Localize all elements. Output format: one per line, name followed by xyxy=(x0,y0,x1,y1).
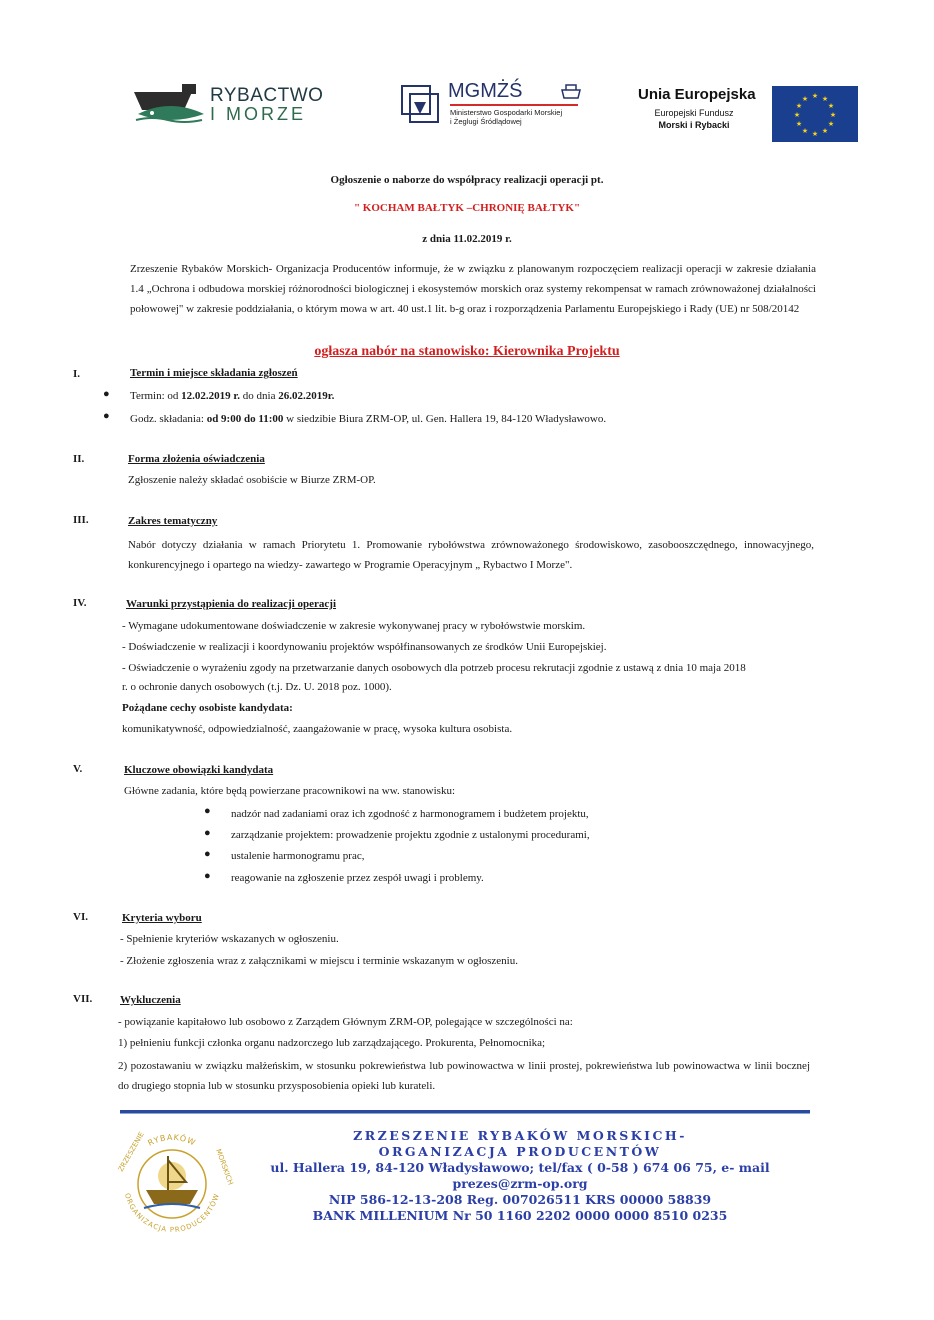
section-number: IV. xyxy=(73,597,87,609)
duty-item: ustalenie harmonogramu prac, xyxy=(231,850,365,862)
criteria-item: - Spełnienie kryteriów wskazanych w ogłoszeniu. xyxy=(120,933,339,945)
rybactwo-logo-line1: RYBACTWO xyxy=(210,85,324,106)
svg-text:★: ★ xyxy=(821,95,829,103)
eu-stars-icon xyxy=(772,86,858,142)
eu-flag-icon xyxy=(772,86,858,142)
rybactwo-logo-line2: I MORZE xyxy=(210,104,306,124)
seal-left-text: ZRZESZENIE xyxy=(116,1130,146,1173)
section-title: Forma złożenia oświadczenia xyxy=(128,453,265,465)
duty-item: nadzór nad zadaniami oraz ich zgodność z harmonogramem i budżetem projektu, xyxy=(231,808,589,820)
section-number: VI. xyxy=(73,911,88,923)
bullet-icon: ● xyxy=(204,805,211,817)
term-start-date: 12.02.2019 r. xyxy=(181,390,241,402)
mgmzs-line2: i Żeglugi Śródlądowej xyxy=(450,117,522,126)
svg-text:★: ★ xyxy=(795,120,803,128)
seal-top-text: RYBAKÓW xyxy=(146,1132,198,1148)
section-title: Warunki przystąpienia do realizacji operacji xyxy=(126,598,337,610)
eu-fund-line1: Europejski Fundusz xyxy=(654,108,734,118)
position-announcement: ogłasza nabór na stanowisko: Kierownika Projektu xyxy=(314,344,620,359)
svg-text:★: ★ xyxy=(811,92,819,100)
svg-text:★: ★ xyxy=(793,111,801,119)
svg-text:★: ★ xyxy=(821,127,829,135)
duty-item: reagowanie na zgłoszenie przez zespół uwagi i problemy. xyxy=(231,872,484,884)
svg-text:★: ★ xyxy=(811,130,819,138)
eu-title: Unia Europejska xyxy=(638,86,756,103)
svg-text:★: ★ xyxy=(795,102,803,110)
section-number: VII. xyxy=(73,993,93,1005)
exclusion-item: 1) pełnieniu funkcji członka organu nadzorczego lub zarządzającego. Prokurenta, Pełnomocnika; xyxy=(118,1037,546,1049)
term-prefix: Termin: od xyxy=(130,390,182,402)
rybactwo-logo-text xyxy=(210,86,323,124)
section-title: Zakres tematyczny xyxy=(128,515,218,527)
footer-address: ul. Hallera 19, 84-120 Władysławowo; tel/fax ( 0-58 ) 674 06 75, e- mail xyxy=(270,1160,770,1175)
announcement-date: z dnia 11.02.2019 r. xyxy=(422,233,512,245)
operation-name: " KOCHAM BAŁTYK –CHRONIĘ BAŁTYK" xyxy=(353,202,581,214)
svg-text:★: ★ xyxy=(801,95,809,103)
section-title: Kluczowe obowiązki kandydata xyxy=(124,764,274,776)
section-number: III. xyxy=(73,514,89,526)
svg-text:★: ★ xyxy=(827,102,835,110)
mgmzs-acronym: MGMŻŚ xyxy=(448,80,523,102)
mgmzs-logo xyxy=(400,80,590,130)
bullet-icon: ● xyxy=(103,410,110,422)
seal-bottom-text: ORGANIZACJA PRODUCENTÓW xyxy=(122,1192,222,1235)
section-text: Nabór dotyczy działania w ramach Priorytetu 1. Promowanie rybołówstwa zrównoważonego środowiskowo, zasobooszczędnego, innowacyjnego, konkurencyjnego i opartego na wiedzy- zawartego w Programie Operacyjnym „ Rybactwo I Morze". xyxy=(128,539,814,571)
ship-icon xyxy=(560,82,582,100)
submission-term xyxy=(130,390,334,402)
mgmzs-line1: Ministerstwo Gospodarki Morskiej xyxy=(450,108,563,117)
zrm-op-seal-logo xyxy=(108,1120,236,1248)
intro-paragraph: Zrzeszenie Rybaków Morskich- Organizacja Producentów informuje, że w związku z planowanym rozpoczęciem realizacji operacji w zakresie działania 1.4 „Ochrona i odbudowa morskiej różnorodności biologicznej i ekosystemów morskich oraz systemy rekompensat w ramach zrównoważonej działalności połowowej" w zakresie poddziałania, o którym mowa w art. 40 ust.1 lit. b-g oraz i rozporządzenia Parlamentu Europejskiego i Rady (UE) nr 508/20142 xyxy=(130,263,816,315)
traits-title: Pożądane cechy osobiste kandydata: xyxy=(122,702,293,714)
bullet-icon: ● xyxy=(204,870,211,882)
section-number: V. xyxy=(73,763,83,775)
duties-intro: Główne zadania, które będą powierzane pracownikowi na ww. stanowisku: xyxy=(124,785,456,797)
section-number: I. xyxy=(73,368,81,380)
svg-text:RYBAKÓW xyxy=(146,1132,197,1148)
bullet-icon: ● xyxy=(204,827,211,839)
hours-prefix: Godz. składania: xyxy=(130,413,207,425)
exclusion-item: 2) pozostawaniu w związku małżeńskim, w stosunku pokrewieństwa lub powinowactwa w linii prostej, pokrewieństwa lub powinowactwa w linii bocznej do drugiego stopnia lub w stosunku przysposobienia opieki lub kurateli. xyxy=(118,1060,810,1092)
eu-logo-block xyxy=(638,86,858,142)
footer-org-name: ZRZESZENIE RYBAKÓW MORSKICH- xyxy=(353,1128,687,1143)
condition-item: - Oświadczenie o wyrażeniu zgody na przetwarzanie danych osobowych dla potrzeb procesu rekrutacji zgodnie z ustawą z dnia 10 maja 2018 xyxy=(122,662,746,674)
condition-item-cont: r. o ochronie danych osobowych (t.j. Dz. U. 2018 poz. 1000). xyxy=(122,681,392,693)
section-title: Kryteria wyboru xyxy=(122,912,202,924)
fish-boat-icon xyxy=(132,80,208,125)
duty-item: zarządzanie projektem: prowadzenie projektu zgodnie z ustalonymi procedurami, xyxy=(231,829,590,841)
eu-fund-line2: Morski i Rybacki xyxy=(658,120,730,130)
footer-registration: NIP 586-12-13-208 Reg. 007026511 KRS 00000 58839 xyxy=(328,1192,712,1207)
section-number: II. xyxy=(73,453,85,465)
mgmzs-full-name xyxy=(450,104,578,126)
section-title: Termin i miejsce składania zgłoszeń xyxy=(130,367,298,379)
seal-right-text: MORSKICH xyxy=(214,1147,235,1187)
footer-bank: BANK MILLENIUM Nr 50 1160 2202 0000 0000 8510 0235 xyxy=(312,1208,728,1223)
footer-divider xyxy=(120,1110,810,1114)
svg-text:★: ★ xyxy=(801,127,809,135)
term-end-date: 26.02.2019r. xyxy=(278,390,335,402)
section-text: Zgłoszenie należy składać osobiście w Biurze ZRM-OP. xyxy=(128,474,376,486)
traits-text: komunikatywność, odpowiedzialność, zaangażowanie w pracę, wysoka kultura osobista. xyxy=(122,723,513,735)
eu-fund-name xyxy=(646,107,742,131)
criteria-item: - Złożenie zgłoszenia wraz z załącznikami w miejscu i terminie wskazanym w ogłoszeniu. xyxy=(120,955,518,967)
footer-contact-block xyxy=(240,1128,800,1224)
announcement-title: Ogłoszenie o naborze do współpracy realizacji operacji pt. xyxy=(330,174,604,186)
bullet-icon: ● xyxy=(103,388,110,400)
bullet-icon: ● xyxy=(204,848,211,860)
section-title: Wykluczenia xyxy=(120,994,181,1006)
footer-email[interactable]: prezes@zrm-op.org xyxy=(452,1176,588,1191)
footer-org-subname: ORGANIZACJA PRODUCENTÓW xyxy=(378,1144,662,1159)
condition-item: - Wymagane udokumentowane doświadczenie w zakresie wykonywanej pracy w rybołówstwie morskim. xyxy=(122,620,586,632)
submission-hours xyxy=(130,413,606,425)
hours-location: w siedzibie Biura ZRM-OP, ul. Gen. Hallera 19, 84-120 Władysławowo. xyxy=(283,413,607,425)
svg-text:★: ★ xyxy=(829,111,837,119)
ministry-emblem-icon xyxy=(400,82,444,126)
svg-text:★: ★ xyxy=(827,120,835,128)
rybactwo-i-morze-logo xyxy=(132,80,332,125)
term-mid: do dnia xyxy=(240,390,279,402)
seal-icon xyxy=(108,1120,236,1248)
condition-item: - Doświadczenie w realizacji i koordynowaniu projektów współfinansowanych ze środków Unii Europejskiej. xyxy=(122,641,607,653)
hours-range: od 9:00 do 11:00 xyxy=(206,413,284,425)
exclusion-item: - powiązanie kapitałowo lub osobowo z Zarządem Głównym ZRM-OP, polegające w szczególności na: xyxy=(118,1016,573,1028)
